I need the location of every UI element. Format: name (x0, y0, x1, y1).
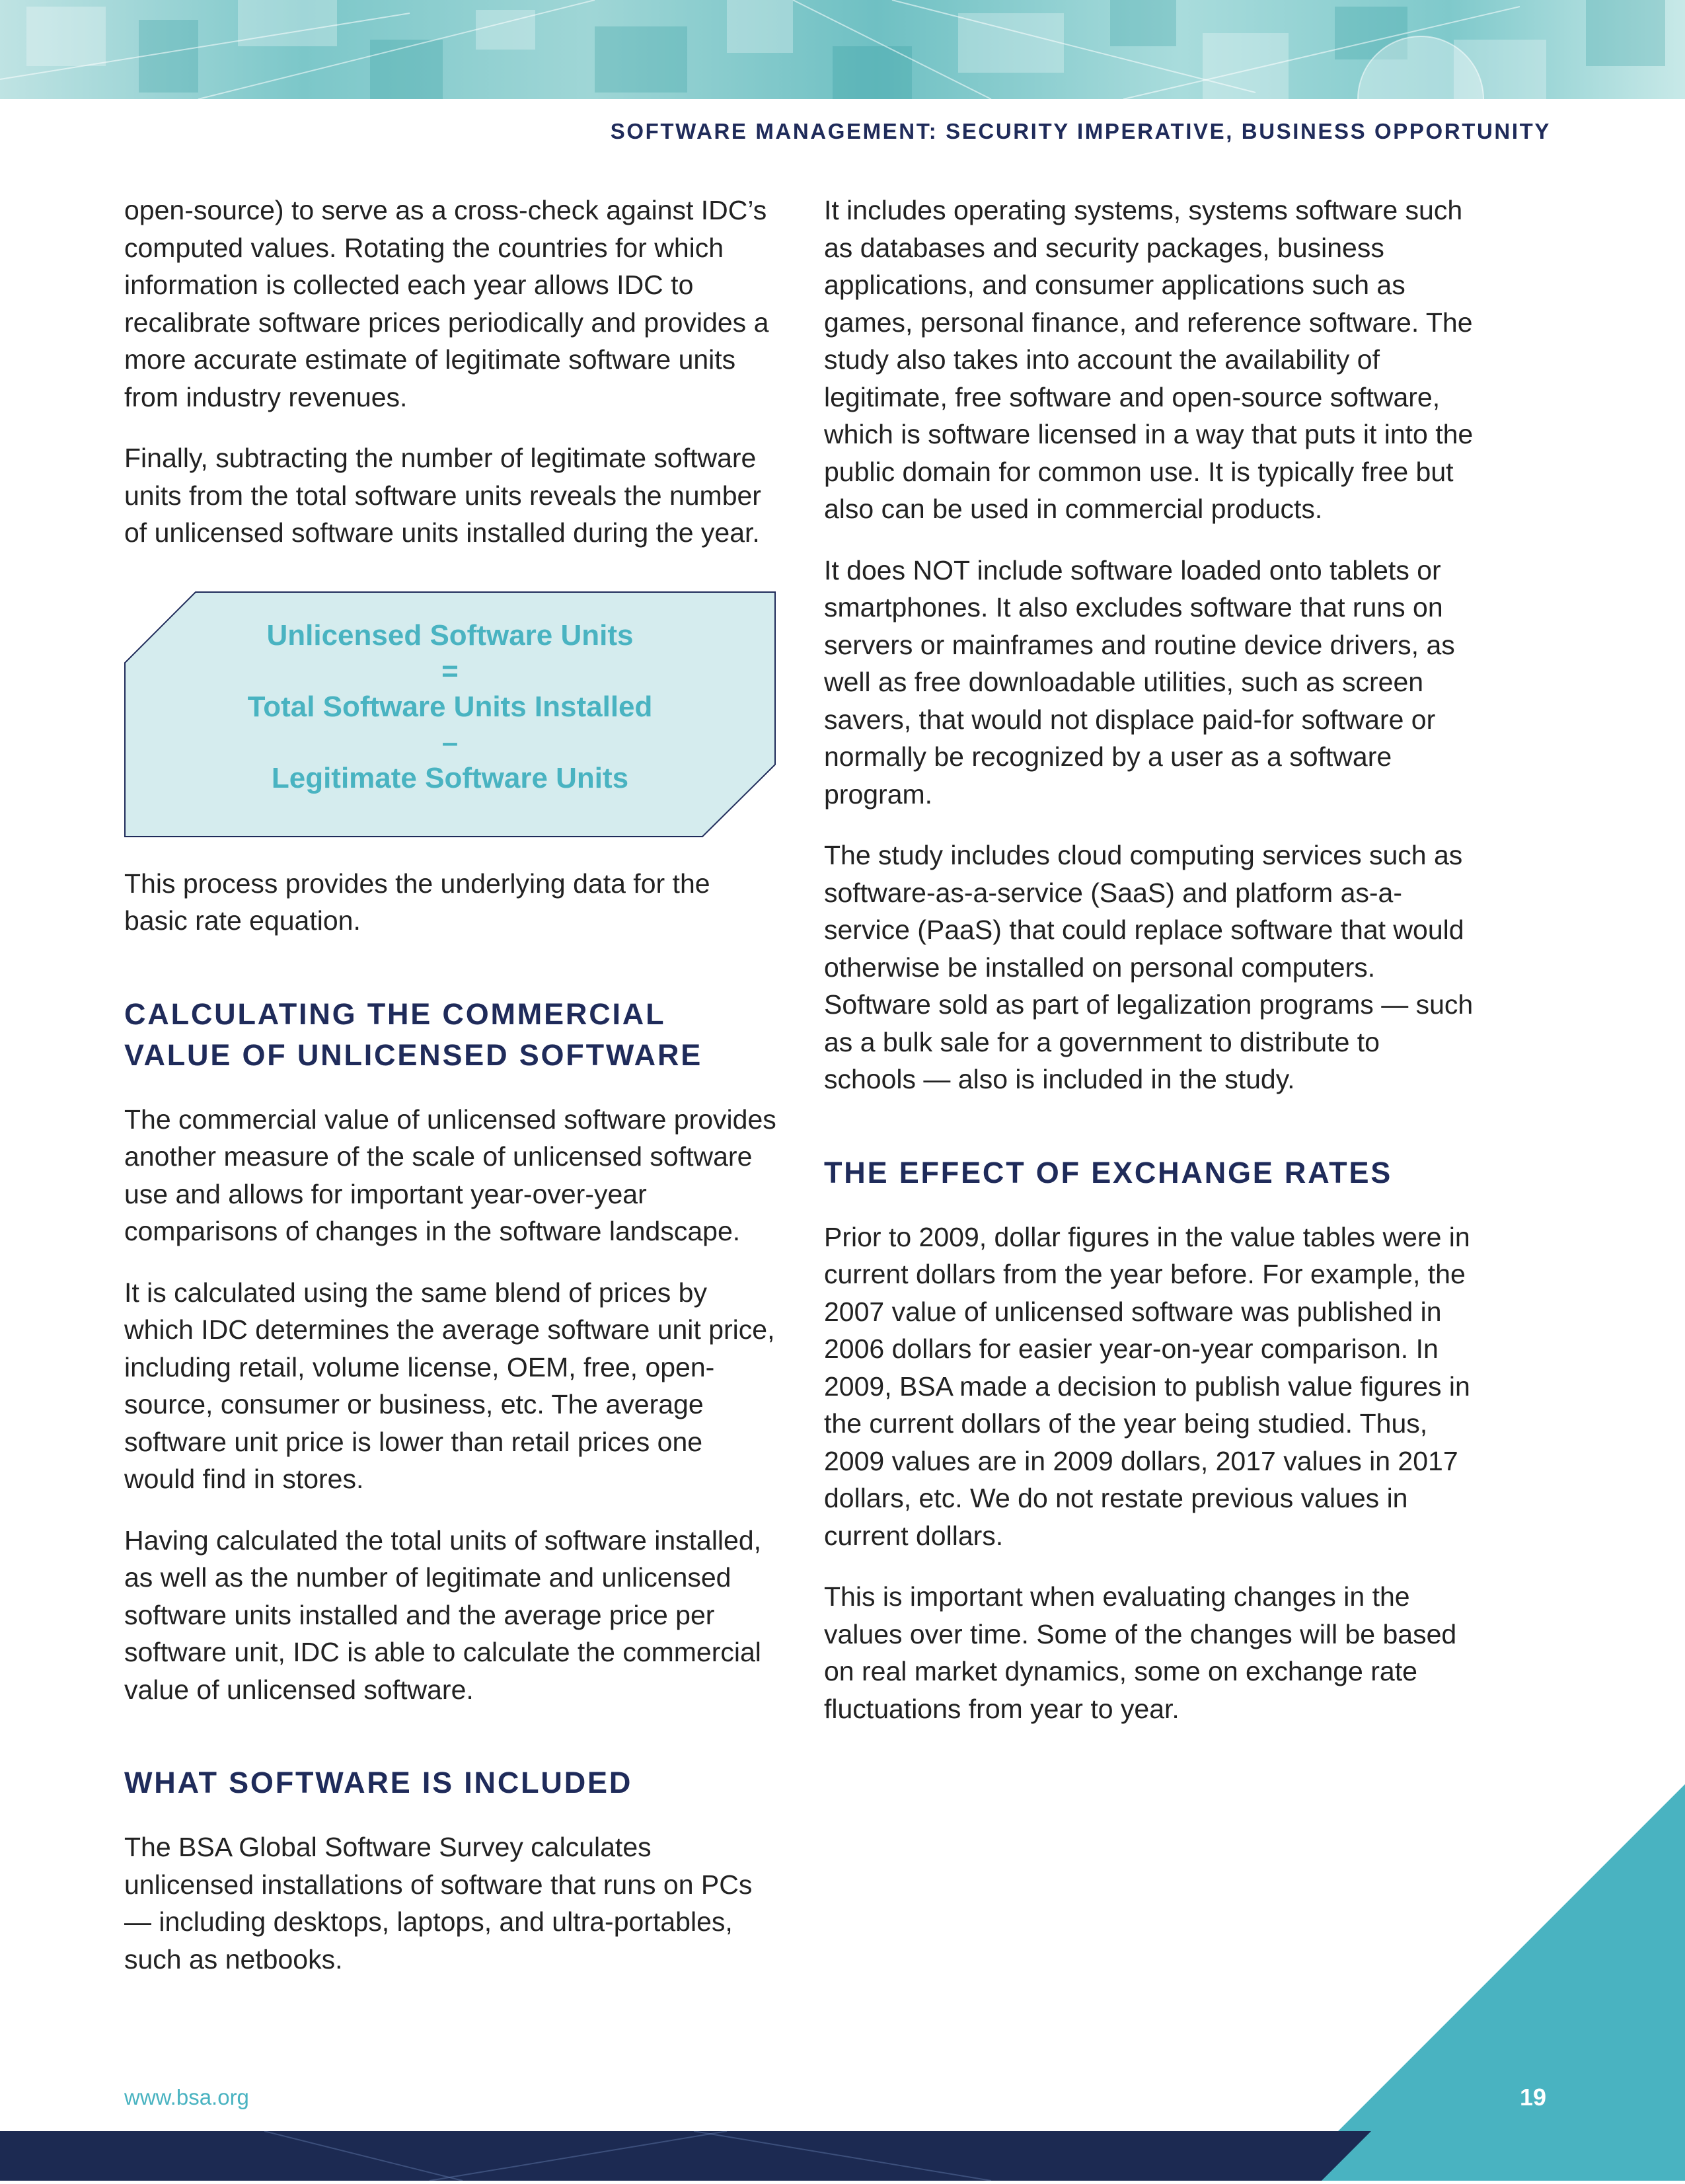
paragraph: It is calculated using the same blend of prices by which IDC determines the average software unit price, including retail, volume license, OEM, free, open-source, consumer or business, etc. The average software unit price is lower than retail prices one would find in stores. (124, 1277, 775, 1494)
running-header: SOFTWARE MANAGEMENT: SECURITY IMPERATIVE, BUSINESS OPPORTUNITY (610, 119, 1551, 143)
footer-url-link[interactable]: www.bsa.org (124, 2085, 249, 2109)
paragraph: This is important when evaluating changes in the values over time. Some of the changes will be based on real market dynamics, some on exchange rate fluctuations from year to year. (824, 1581, 1457, 1724)
section-heading: CALCULATING THE COMMERCIAL VALUE OF UNLICENSED SOFTWARE (124, 997, 703, 1072)
paragraph: It does NOT include software loaded onto tablets or smartphones. It also excludes software that runs on servers or mainframes and routine device drivers, as well as free downloadable utilities, such as screen savers, that would not displace paid-for software or normally be recognized by a user as a software program. (824, 554, 1455, 810)
paragraph: The commercial value of unlicensed software provides another measure of the scale of unlicensed software use and allows for important year-over-year comparisons of changes in the software landscape. (124, 1104, 776, 1246)
section-heading: WHAT SOFTWARE IS INCLUDED (124, 1766, 633, 1799)
formula-operator: = (441, 654, 459, 687)
paragraph: The study includes cloud computing services such as software-as-a-service (SaaS) and platform as-a-service (PaaS) that could replace software that would otherwise be installed on personal computers. Software sold as part of legalization programs — such as a bulk sale for a government to distribute to schools — also is included in the study. (824, 840, 1474, 1094)
paragraph: It includes operating systems, systems software such as databases and security packages, business applications, and consumer applications such as games, personal finance, and reference software. The study also takes into account the availability of legitimate, free software and open-source software, which is software licensed in a way that puts it into the public domain for common use. It is typically free but also can be used in commercial products. (824, 195, 1474, 524)
paragraph: Prior to 2009, dollar figures in the value tables were in current dollars from the year before. For example, the 2007 value of unlicensed software was published in 2006 dollars for easier year-on-year comparison. In 2009, BSA made a decision to publish value figures in the current dollars of the year being studied. Thus, 2009 values are in 2009 dollars, 2017 values in 2017 dollars, etc. We do not restate previous values in current dollars. (824, 1221, 1470, 1551)
formula-line: Unlicensed Software Units (266, 619, 634, 652)
section-heading: THE EFFECT OF EXCHANGE RATES (824, 1155, 1393, 1189)
paragraph: Finally, subtracting the number of legitimate software units from the total software units reveals the number of unlicensed software units installed during the year. (124, 443, 761, 548)
paragraph: This process provides the underlying data for the basic rate equation. (124, 868, 710, 936)
page-number: 19 (1520, 2084, 1547, 2111)
paragraph: open-source) to serve as a cross-check against IDC’s computed values. Rotating the countries for which information is collected each year allows IDC to recalibrate software prices periodically and provides a more accurate estimate of legitimate software units from industry revenues. (124, 195, 769, 412)
formula-line: Total Software Units Installed (247, 690, 653, 723)
paragraph: Having calculated the total units of software installed, as well as the number of legitimate and unlicensed software units installed and the average price per software unit, IDC is able to calculate the commercial value of unlicensed software. (124, 1525, 762, 1705)
formula-line: Legitimate Software Units (271, 761, 629, 794)
formula-operator: – (441, 726, 459, 759)
paragraph: The BSA Global Software Survey calculates unlicensed installations of software that runs on PCs — including desktops, laptops, and ultra-portables, such as netbooks. (124, 1832, 753, 1975)
